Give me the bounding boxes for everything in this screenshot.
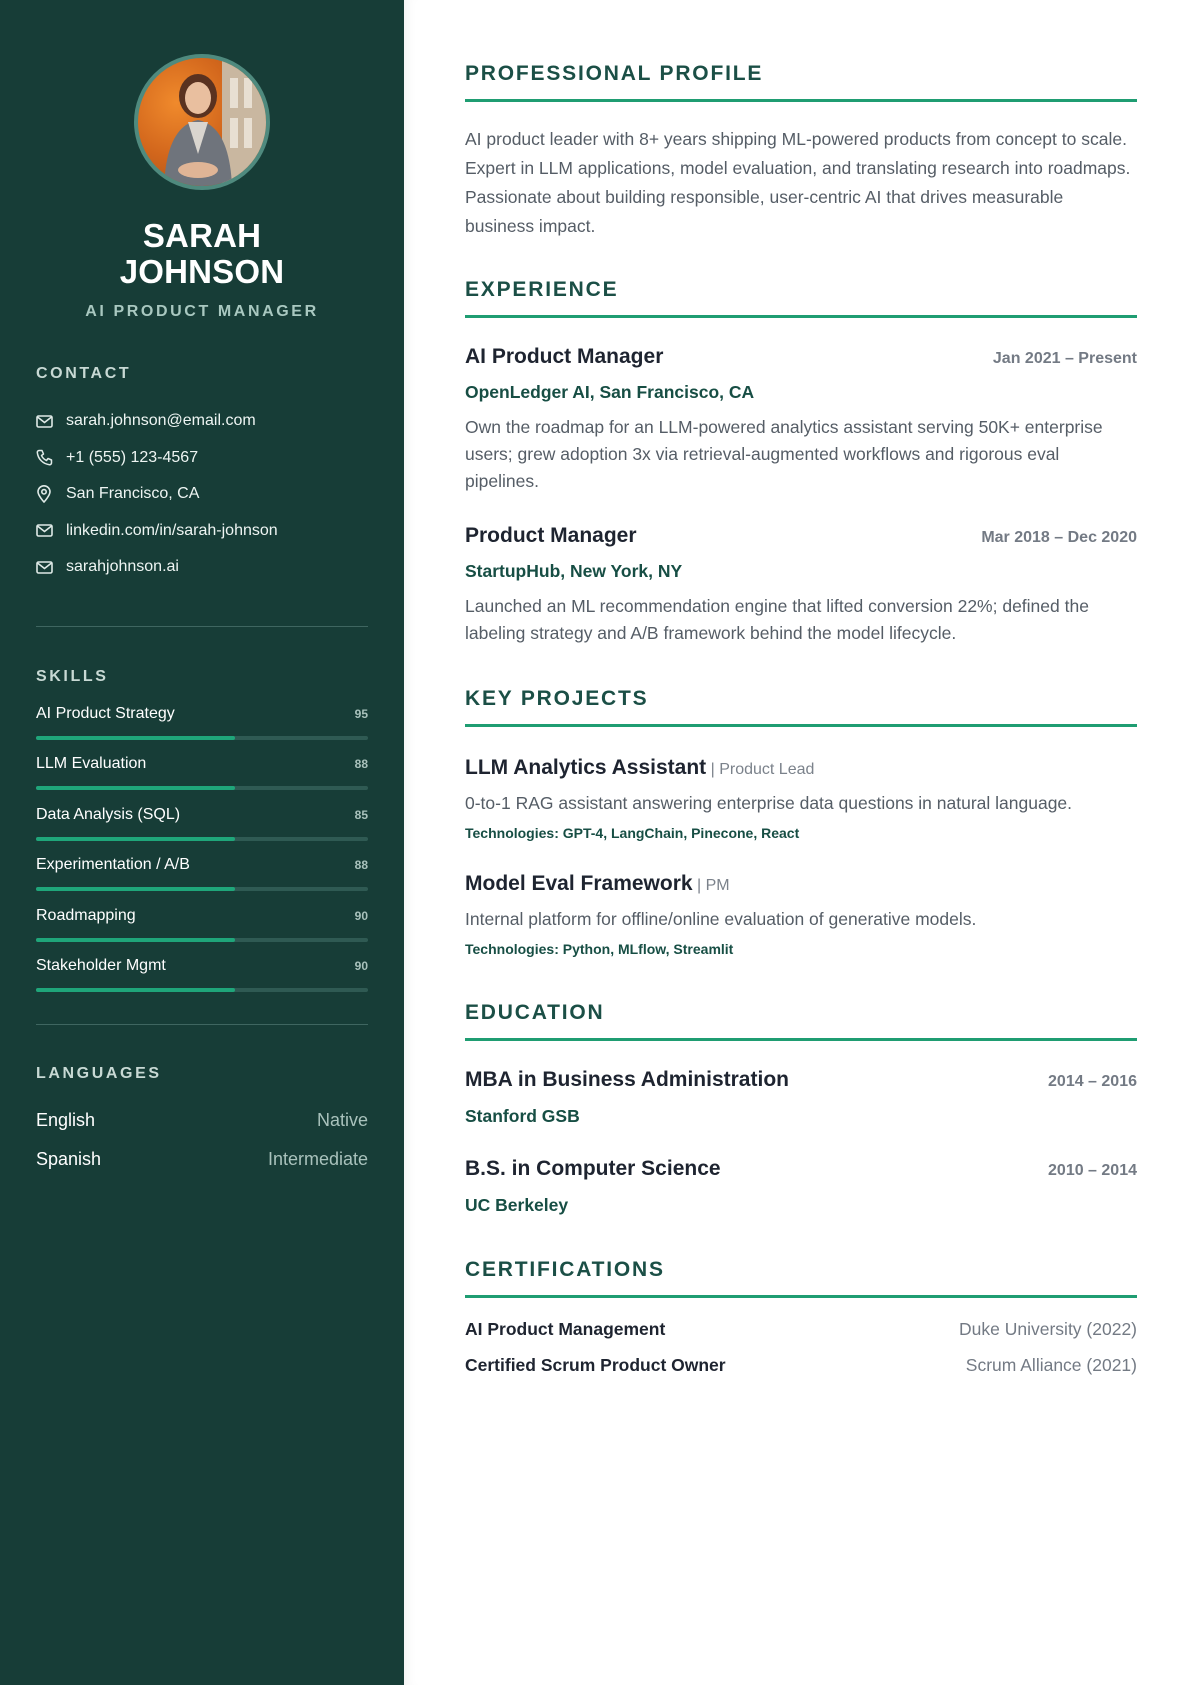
job-company: OpenLedger AI, San Francisco, CA xyxy=(465,382,755,402)
skill-bar xyxy=(36,988,368,992)
experience-section xyxy=(465,278,1137,647)
skills-section xyxy=(36,668,368,1008)
mail-icon xyxy=(36,523,66,538)
person-first-name: SARAH xyxy=(142,217,262,254)
certification-item xyxy=(465,1355,1137,1391)
sidebar-divider xyxy=(36,1024,368,1025)
certifications-section xyxy=(465,1258,1137,1390)
skill-item xyxy=(36,907,368,958)
contact-phone-text: +1 (555) 123-4567 xyxy=(66,448,199,466)
phone-icon xyxy=(36,449,66,466)
certifications-heading: CERTIFICATIONS xyxy=(465,1258,665,1281)
job-description: Own the roadmap for an LLM-powered analytics assistant serving 50K+ enterprise users; grew adoption 3x via retrieval-augmented workflows and rigorous eval pipelines. xyxy=(465,417,1103,491)
skill-name: Stakeholder Mgmt xyxy=(36,957,166,974)
profile-photo xyxy=(138,58,266,186)
education-school: Stanford GSB xyxy=(465,1106,580,1126)
skill-value: 88 xyxy=(354,757,368,771)
experience-item xyxy=(465,524,1137,647)
skill-value: 90 xyxy=(354,908,368,923)
skill-name: Roadmapping xyxy=(36,906,136,924)
sidebar xyxy=(0,0,404,1685)
contact-website[interactable] xyxy=(36,549,368,586)
experience-heading: EXPERIENCE xyxy=(465,278,619,301)
contact-linkedin-text: linkedin.com/in/sarah-johnson xyxy=(66,521,278,539)
profile-section xyxy=(465,0,1137,241)
skill-bar-fill xyxy=(36,786,235,790)
project-title: LLM Analytics Assistant xyxy=(465,756,707,779)
skill-name: Data Analysis (SQL) xyxy=(36,805,181,823)
skills-heading: SKILLS xyxy=(36,667,109,685)
profile-summary: AI product leader with 8+ years shipping ML-powered products from concept to scale. Expert in LLM applications, model evaluation, and translating research into roadmaps. Passionate about building responsible, user-centric AI that drives measurable business impact. xyxy=(465,129,1131,236)
contact-email[interactable] xyxy=(36,403,368,440)
project-title: Model Eval Framework xyxy=(465,872,693,895)
skill-bar-fill xyxy=(36,837,235,841)
job-title: Product Manager xyxy=(465,524,637,547)
education-school: UC Berkeley xyxy=(465,1195,569,1215)
skill-item xyxy=(36,755,368,806)
location-pin-icon xyxy=(36,485,66,503)
language-level: Native xyxy=(316,1109,368,1130)
section-rule xyxy=(465,1295,1137,1298)
language-name: Spanish xyxy=(36,1148,102,1169)
languages-section xyxy=(36,1065,368,1179)
main-content xyxy=(404,0,1191,1685)
skill-item xyxy=(36,705,368,756)
sidebar-divider xyxy=(36,626,368,627)
person-title: AI PRODUCT MANAGER xyxy=(85,303,319,320)
education-degree: B.S. in Computer Science xyxy=(465,1157,721,1180)
language-item xyxy=(36,1101,368,1140)
education-degree: MBA in Business Administration xyxy=(465,1068,789,1091)
skill-value: 88 xyxy=(354,858,368,872)
skill-bar xyxy=(36,837,368,841)
avatar-container xyxy=(36,0,368,190)
skill-bar-fill xyxy=(36,736,235,740)
contact-heading: CONTACT xyxy=(36,365,132,382)
contact-location-text: San Francisco, CA xyxy=(66,485,200,503)
section-rule xyxy=(465,724,1137,727)
project-role: | PM xyxy=(692,877,730,894)
contact-website-text: sarahjohnson.ai xyxy=(66,558,179,576)
skill-value: 90 xyxy=(354,959,368,973)
education-section xyxy=(465,1001,1137,1216)
person-last-name: JOHNSON xyxy=(119,253,285,290)
project-item xyxy=(465,872,1137,957)
profile-heading: PROFESSIONAL PROFILE xyxy=(465,62,764,85)
contact-phone[interactable] xyxy=(36,440,368,477)
project-description: Internal platform for offline/online evaluation of generative models. xyxy=(465,909,977,929)
education-dates: 2010 – 2014 xyxy=(1048,1162,1137,1179)
project-description: 0-to-1 RAG assistant answering enterprise data questions in natural language. xyxy=(465,793,1073,813)
job-description: Launched an ML recommendation engine that lifted conversion 22%; defined the labeling strategy and A/B framework behind the model lifecycle. xyxy=(465,596,1089,643)
education-heading: EDUCATION xyxy=(465,1001,605,1024)
skill-item xyxy=(36,806,368,857)
contact-list xyxy=(36,403,368,586)
contact-location xyxy=(36,476,368,513)
skill-name: LLM Evaluation xyxy=(36,755,147,772)
certification-name: AI Product Management xyxy=(465,1319,666,1339)
skill-bar-fill xyxy=(36,938,235,942)
skills-list xyxy=(36,705,368,1008)
contact-linkedin[interactable] xyxy=(36,513,368,550)
certification-issuer: Duke University (2022) xyxy=(959,1319,1137,1339)
skill-bar-fill xyxy=(36,887,235,891)
skill-item xyxy=(36,856,368,907)
certification-item xyxy=(465,1319,1137,1355)
skill-bar xyxy=(36,736,368,740)
mail-icon xyxy=(36,414,66,429)
education-item xyxy=(465,1068,1137,1127)
project-role: | Product Lead xyxy=(706,761,815,778)
certification-name: Certified Scrum Product Owner xyxy=(465,1354,726,1375)
person-name xyxy=(36,218,368,290)
skill-name: AI Product Strategy xyxy=(36,704,175,722)
education-item xyxy=(465,1157,1137,1216)
project-technologies: Technologies: Python, MLflow, Streamlit xyxy=(465,941,734,957)
section-rule xyxy=(465,1038,1137,1041)
section-rule xyxy=(465,315,1137,318)
language-name: English xyxy=(36,1109,96,1130)
languages-heading: LANGUAGES xyxy=(36,1064,162,1082)
certifications-list xyxy=(465,1319,1137,1390)
experience-item xyxy=(465,345,1137,495)
skill-bar xyxy=(36,786,368,790)
job-dates: Jan 2021 – Present xyxy=(992,350,1137,367)
mail-icon xyxy=(36,560,66,575)
section-rule xyxy=(465,99,1137,102)
education-dates: 2014 – 2016 xyxy=(1048,1073,1137,1090)
languages-list xyxy=(36,1101,368,1179)
avatar xyxy=(134,54,270,190)
projects-heading: KEY PROJECTS xyxy=(465,687,649,710)
job-dates: Mar 2018 – Dec 2020 xyxy=(981,529,1137,546)
certification-issuer: Scrum Alliance (2021) xyxy=(965,1354,1137,1375)
contact-section xyxy=(36,365,368,586)
skill-name: Experimentation / A/B xyxy=(36,856,190,873)
project-technologies: Technologies: GPT-4, LangChain, Pinecone, React xyxy=(465,825,800,841)
project-item xyxy=(465,756,1137,841)
language-level: Intermediate xyxy=(267,1148,368,1169)
skill-item xyxy=(36,957,368,1008)
language-item xyxy=(36,1140,368,1179)
skill-bar xyxy=(36,887,368,891)
contact-email-text: sarah.johnson@email.com xyxy=(66,412,256,430)
skill-bar xyxy=(36,938,368,942)
skill-value: 95 xyxy=(354,706,368,721)
job-title: AI Product Manager xyxy=(465,345,664,368)
job-company: StartupHub, New York, NY xyxy=(465,561,683,581)
projects-section xyxy=(465,687,1137,957)
skill-value: 85 xyxy=(354,807,368,822)
skill-bar-fill xyxy=(36,988,235,992)
